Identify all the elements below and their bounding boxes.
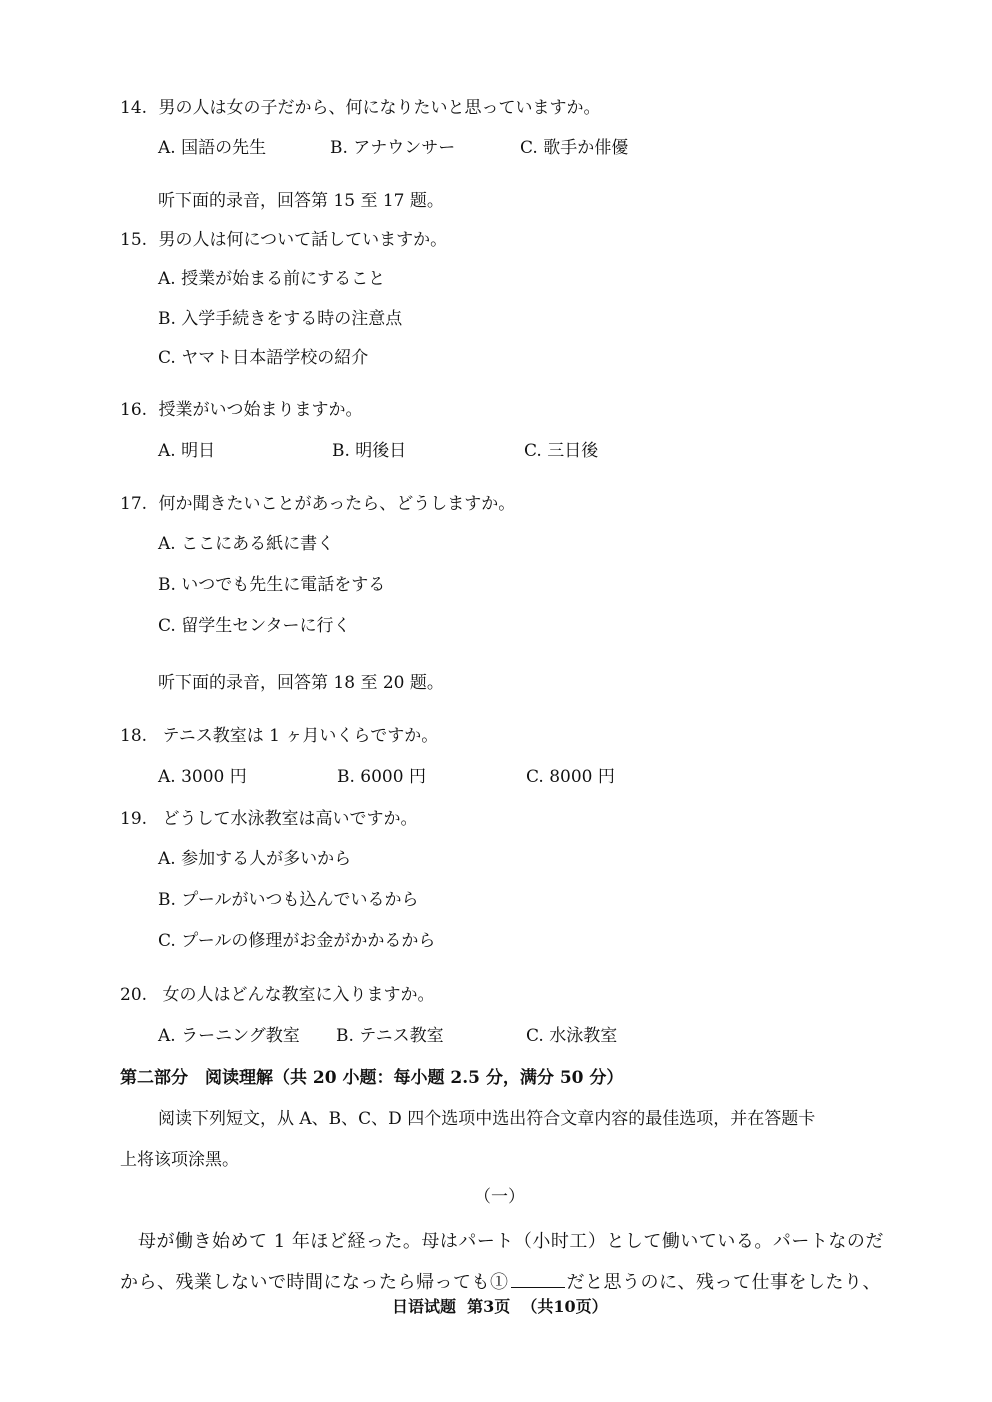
answer-blank — [511, 1271, 565, 1288]
option-a: A. 明日 — [158, 441, 216, 461]
question-text: 男の人は女の子だから、何になりたいと思っていますか。 — [158, 98, 601, 118]
question-number: 18. — [120, 726, 148, 746]
passage-line — [120, 1271, 881, 1294]
option-c: C. プールの修理がお金がかかるから — [158, 931, 436, 951]
option-b: B. テニス教室 — [336, 1026, 444, 1046]
option-c: C. ヤマト日本語学校の紹介 — [158, 348, 369, 368]
option-c: C. 歌手か俳優 — [520, 138, 629, 158]
question-text: どうして水泳教室は高いですか。 — [162, 809, 418, 829]
question-18 — [120, 725, 438, 747]
option-a: A. 授業が始まる前にすること — [158, 269, 386, 289]
passage-line: 母が働き始めて 1 年ほど経った。母はパート（小时工）として働いている。パートなのだ — [138, 1231, 884, 1252]
option-c: C. 水泳教室 — [526, 1026, 618, 1046]
question-text: 女の人はどんな教室に入りますか。 — [162, 985, 435, 1005]
option-b: B. 明後日 — [332, 441, 407, 461]
section-label: （一） — [474, 1187, 525, 1207]
option-b: B. 6000 円 — [337, 767, 426, 787]
option-a: A. 国語の先生 — [158, 138, 267, 158]
option-c: C. 8000 円 — [526, 767, 615, 787]
question-number: 17. — [120, 494, 148, 514]
option-a: A. ラーニング教室 — [158, 1026, 300, 1046]
option-a: A. ここにある紙に書く — [158, 534, 335, 554]
option-b: B. プールがいつも込んでいるから — [158, 890, 419, 910]
option-a: A. 参加する人が多いから — [158, 849, 352, 869]
option-a: A. 3000 円 — [158, 767, 247, 787]
question-15 — [120, 229, 447, 251]
option-c: C. 三日後 — [524, 441, 599, 461]
question-number: 19. — [120, 809, 148, 829]
option-b: B. 入学手続きをする時の注意点 — [158, 309, 403, 329]
part2-instruction: 阅读下列短文，从 A、B、C、D 四个选项中选出符合文章内容的最佳选项，并在答题卡 — [158, 1109, 816, 1129]
question-text: テニス教室は 1 ヶ月いくらですか。 — [162, 726, 439, 746]
question-number: 15. — [120, 230, 148, 250]
question-20 — [120, 984, 434, 1006]
question-17 — [120, 493, 515, 515]
listening-instruction: 听下面的录音，回答第 18 至 20 题。 — [158, 673, 444, 693]
option-b: B. いつでも先生に電話をする — [158, 575, 386, 595]
question-16 — [120, 399, 362, 421]
question-19 — [120, 808, 417, 830]
page-footer: 日语试题 第3页 （共10页） — [392, 1297, 608, 1316]
listening-instruction: 听下面的录音，回答第 15 至 17 题。 — [158, 191, 444, 211]
question-text: 授業がいつ始まりますか。 — [158, 400, 363, 420]
option-b: B. アナウンサー — [330, 138, 456, 158]
part2-instruction-cont: 上将该项涂黑。 — [120, 1150, 239, 1170]
passage-text: から、残業しないで時間になったら帰っても① — [120, 1272, 509, 1293]
passage-text: だと思うのに、残って仕事をしたり、 — [566, 1272, 881, 1293]
question-number: 14. — [120, 98, 148, 118]
option-c: C. 留学生センターに行く — [158, 616, 351, 636]
question-text: 何か聞きたいことがあったら、どうしますか。 — [158, 494, 516, 514]
question-14 — [120, 97, 600, 119]
question-text: 男の人は何について話していますか。 — [158, 230, 448, 250]
part2-heading: 第二部分 阅读理解（共 20 小题：每小题 2.5 分，满分 50 分） — [120, 1068, 624, 1088]
question-number: 20. — [120, 985, 148, 1005]
question-number: 16. — [120, 400, 148, 420]
